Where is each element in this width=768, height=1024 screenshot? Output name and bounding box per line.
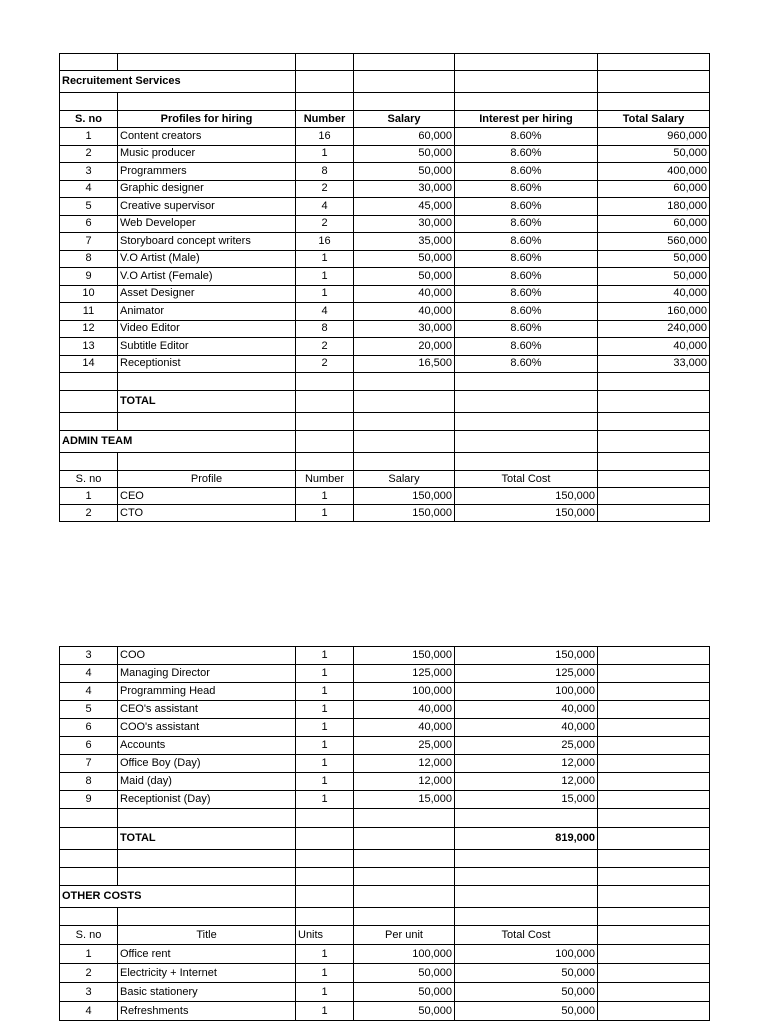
total-cost-cell: 150,000	[455, 488, 598, 505]
sno-cell: 1	[60, 128, 118, 146]
sno-cell: 8	[60, 250, 118, 268]
interest-cell: 8.60%	[455, 303, 598, 321]
number-cell: 2	[296, 338, 354, 356]
salary-cell: 50,000	[354, 163, 455, 181]
number-cell: 4	[296, 303, 354, 321]
sno-cell: 9	[60, 268, 118, 286]
total-salary-cell: 160,000	[598, 303, 710, 321]
salary-cell: 30,000	[354, 180, 455, 198]
number-cell: 1	[296, 737, 354, 755]
col-header-profile: Profile	[118, 471, 296, 488]
empty-row	[60, 54, 710, 71]
number-cell: 1	[296, 285, 354, 303]
units-cell: 1	[296, 945, 354, 964]
col-header-salary: Salary	[354, 111, 455, 128]
profile-cell: Storyboard concept writers	[118, 233, 296, 251]
number-cell: 16	[296, 128, 354, 146]
admin-total-label: TOTAL	[118, 828, 296, 850]
col-header-total-cost: Total Cost	[455, 926, 598, 945]
number-cell: 1	[296, 250, 354, 268]
salary-cell: 150,000	[354, 488, 455, 505]
col-header-per-unit: Per unit	[354, 926, 455, 945]
interest-cell: 8.60%	[455, 215, 598, 233]
salary-cell: 150,000	[354, 505, 455, 522]
sno-cell: 2	[60, 964, 118, 983]
interest-cell: 8.60%	[455, 268, 598, 286]
total-cost-cell: 40,000	[455, 701, 598, 719]
interest-cell: 8.60%	[455, 163, 598, 181]
table-row	[60, 128, 710, 146]
total-cost-cell: 12,000	[455, 755, 598, 773]
sno-cell: 4	[60, 1002, 118, 1021]
profile-cell: Asset Designer	[118, 285, 296, 303]
profile-cell: V.O Artist (Male)	[118, 250, 296, 268]
title-cell: Electricity + Internet	[118, 964, 296, 983]
total-cost-cell: 150,000	[455, 505, 598, 522]
col-header-sno: S. no	[60, 471, 118, 488]
total-cost-cell: 15,000	[455, 791, 598, 809]
units-cell: 1	[296, 1002, 354, 1021]
total-cost-cell: 150,000	[455, 647, 598, 665]
sno-cell: 11	[60, 303, 118, 321]
profile-cell: COO	[118, 647, 296, 665]
empty-row	[60, 850, 710, 868]
profile-cell: Office Boy (Day)	[118, 755, 296, 773]
total-salary-cell: 240,000	[598, 320, 710, 338]
sno-cell: 1	[60, 945, 118, 964]
empty-row	[60, 93, 710, 111]
sno-cell: 8	[60, 773, 118, 791]
per-unit-cell: 50,000	[354, 1002, 455, 1021]
sno-cell: 1	[60, 488, 118, 505]
table-row	[60, 683, 710, 701]
number-cell: 1	[296, 647, 354, 665]
section-row	[60, 431, 710, 453]
col-header-number: Number	[296, 471, 354, 488]
salary-cell: 40,000	[354, 719, 455, 737]
number-cell: 1	[296, 755, 354, 773]
number-cell: 1	[296, 719, 354, 737]
sno-cell: 14	[60, 355, 118, 373]
sno-cell: 5	[60, 701, 118, 719]
profile-cell: COO's assistant	[118, 719, 296, 737]
profile-cell: Managing Director	[118, 665, 296, 683]
total-salary-cell: 60,000	[598, 180, 710, 198]
empty-cell	[598, 701, 710, 719]
profile-cell: Video Editor	[118, 320, 296, 338]
sno-cell: 4	[60, 180, 118, 198]
profile-cell: CTO	[118, 505, 296, 522]
salary-cell: 45,000	[354, 198, 455, 216]
number-cell: 8	[296, 320, 354, 338]
other-rows	[60, 945, 710, 1021]
empty-cell	[598, 719, 710, 737]
number-cell: 1	[296, 145, 354, 163]
empty-cell	[598, 665, 710, 683]
total-cost-cell: 50,000	[455, 983, 598, 1002]
table-row	[60, 285, 710, 303]
table-row	[60, 505, 710, 522]
number-cell: 2	[296, 355, 354, 373]
table-row	[60, 1002, 710, 1021]
col-header-number: Number	[296, 111, 354, 128]
empty-cell	[598, 983, 710, 1002]
sno-cell: 5	[60, 198, 118, 216]
total-row	[60, 391, 710, 413]
empty-cell	[598, 773, 710, 791]
units-cell: 1	[296, 983, 354, 1002]
salary-cell: 50,000	[354, 145, 455, 163]
sno-cell: 7	[60, 755, 118, 773]
table-row	[60, 215, 710, 233]
number-cell: 8	[296, 163, 354, 181]
per-unit-cell: 50,000	[354, 964, 455, 983]
table-row	[60, 320, 710, 338]
total-cost-cell: 50,000	[455, 964, 598, 983]
empty-row	[60, 373, 710, 391]
sno-cell: 4	[60, 683, 118, 701]
profile-cell: V.O Artist (Female)	[118, 268, 296, 286]
sno-cell: 6	[60, 737, 118, 755]
title-cell: Refreshments	[118, 1002, 296, 1021]
table-row	[60, 163, 710, 181]
col-header-units: Units	[296, 926, 354, 945]
col-header-profile: Profiles for hiring	[118, 111, 296, 128]
salary-cell: 100,000	[354, 683, 455, 701]
number-cell: 2	[296, 180, 354, 198]
empty-row	[60, 413, 710, 431]
number-cell: 4	[296, 198, 354, 216]
section-title-other: OTHER COSTS	[60, 886, 296, 908]
sno-cell: 12	[60, 320, 118, 338]
table-row	[60, 791, 710, 809]
number-cell: 1	[296, 683, 354, 701]
salary-cell: 12,000	[354, 773, 455, 791]
salary-cell: 35,000	[354, 233, 455, 251]
profile-cell: Content creators	[118, 128, 296, 146]
empty-cell	[598, 791, 710, 809]
interest-cell: 8.60%	[455, 233, 598, 251]
empty-cell	[598, 683, 710, 701]
table-row	[60, 145, 710, 163]
table-row	[60, 355, 710, 373]
interest-cell: 8.60%	[455, 180, 598, 198]
recruitment-total-label: TOTAL	[118, 391, 296, 413]
interest-cell: 8.60%	[455, 250, 598, 268]
total-salary-cell: 40,000	[598, 285, 710, 303]
table-row	[60, 647, 710, 665]
profile-cell: Animator	[118, 303, 296, 321]
table-row	[60, 180, 710, 198]
recruitment-rows	[60, 128, 710, 373]
title-cell: Basic stationery	[118, 983, 296, 1002]
interest-cell: 8.60%	[455, 128, 598, 146]
empty-row	[60, 868, 710, 886]
interest-cell: 8.60%	[455, 145, 598, 163]
empty-cell	[598, 488, 710, 505]
number-cell: 1	[296, 488, 354, 505]
profile-cell: Programming Head	[118, 683, 296, 701]
sno-cell: 2	[60, 145, 118, 163]
col-header-sno: S. no	[60, 111, 118, 128]
profile-cell: Graphic designer	[118, 180, 296, 198]
salary-cell: 125,000	[354, 665, 455, 683]
col-header-salary: Salary	[354, 471, 455, 488]
admin-rows-page-2	[60, 647, 710, 809]
salary-cell: 50,000	[354, 268, 455, 286]
col-header-total-salary: Total Salary	[598, 111, 710, 128]
sno-cell: 4	[60, 665, 118, 683]
profile-cell: Programmers	[118, 163, 296, 181]
table-row	[60, 755, 710, 773]
number-cell: 1	[296, 773, 354, 791]
number-cell: 1	[296, 701, 354, 719]
number-cell: 2	[296, 215, 354, 233]
total-cost-cell: 100,000	[455, 683, 598, 701]
profile-cell: Creative supervisor	[118, 198, 296, 216]
table-row	[60, 488, 710, 505]
profile-cell: CEO's assistant	[118, 701, 296, 719]
table-row	[60, 701, 710, 719]
profile-cell: Music producer	[118, 145, 296, 163]
total-row	[60, 828, 710, 850]
profile-cell: Maid (day)	[118, 773, 296, 791]
col-header-total-cost: Total Cost	[455, 471, 598, 488]
sno-cell: 3	[60, 983, 118, 1002]
table-row	[60, 773, 710, 791]
table-row	[60, 198, 710, 216]
total-salary-cell: 60,000	[598, 215, 710, 233]
total-salary-cell: 960,000	[598, 128, 710, 146]
sheet-page-1	[59, 53, 710, 522]
per-unit-cell: 100,000	[354, 945, 455, 964]
salary-cell: 20,000	[354, 338, 455, 356]
per-unit-cell: 50,000	[354, 983, 455, 1002]
section-title-admin: ADMIN TEAM	[60, 431, 296, 453]
salary-cell: 30,000	[354, 320, 455, 338]
empty-cell	[598, 755, 710, 773]
total-cost-cell: 125,000	[455, 665, 598, 683]
number-cell: 1	[296, 268, 354, 286]
col-header-title: Title	[118, 926, 296, 945]
table-row	[60, 250, 710, 268]
empty-cell	[598, 647, 710, 665]
admin-total-value: 819,000	[455, 828, 598, 850]
admin-rows-page-1	[60, 488, 710, 522]
sno-cell: 6	[60, 719, 118, 737]
number-cell: 1	[296, 665, 354, 683]
section-row	[60, 886, 710, 908]
total-cost-cell: 40,000	[455, 719, 598, 737]
total-cost-cell: 25,000	[455, 737, 598, 755]
header-row	[60, 471, 710, 488]
profile-cell: CEO	[118, 488, 296, 505]
total-cost-cell: 100,000	[455, 945, 598, 964]
table-row	[60, 983, 710, 1002]
table-row	[60, 303, 710, 321]
interest-cell: 8.60%	[455, 355, 598, 373]
interest-cell: 8.60%	[455, 338, 598, 356]
sno-cell: 7	[60, 233, 118, 251]
sno-cell: 3	[60, 163, 118, 181]
total-salary-cell: 40,000	[598, 338, 710, 356]
number-cell: 1	[296, 505, 354, 522]
title-cell: Office rent	[118, 945, 296, 964]
sno-cell: 6	[60, 215, 118, 233]
table-row	[60, 665, 710, 683]
table-row	[60, 719, 710, 737]
col-header-sno: S. no	[60, 926, 118, 945]
table-row	[60, 964, 710, 983]
table-row	[60, 338, 710, 356]
profile-cell: Subtitle Editor	[118, 338, 296, 356]
header-row	[60, 111, 710, 128]
col-header-interest: Interest per hiring	[455, 111, 598, 128]
interest-cell: 8.60%	[455, 285, 598, 303]
sno-cell: 9	[60, 791, 118, 809]
empty-cell	[598, 1002, 710, 1021]
profile-cell: Receptionist	[118, 355, 296, 373]
sheet-page-2	[59, 646, 710, 1021]
section-row	[60, 71, 710, 93]
units-cell: 1	[296, 964, 354, 983]
salary-cell: 50,000	[354, 250, 455, 268]
salary-cell: 150,000	[354, 647, 455, 665]
table-row	[60, 945, 710, 964]
empty-row	[60, 908, 710, 926]
interest-cell: 8.60%	[455, 320, 598, 338]
salary-cell: 40,000	[354, 285, 455, 303]
salary-cell: 16,500	[354, 355, 455, 373]
total-salary-cell: 180,000	[598, 198, 710, 216]
interest-cell: 8.60%	[455, 198, 598, 216]
salary-cell: 40,000	[354, 303, 455, 321]
header-row	[60, 926, 710, 945]
profile-cell: Receptionist (Day)	[118, 791, 296, 809]
total-cost-cell: 12,000	[455, 773, 598, 791]
total-salary-cell: 50,000	[598, 145, 710, 163]
empty-cell	[598, 737, 710, 755]
sno-cell: 10	[60, 285, 118, 303]
total-salary-cell: 400,000	[598, 163, 710, 181]
total-salary-cell: 560,000	[598, 233, 710, 251]
empty-row	[60, 453, 710, 471]
sno-cell: 3	[60, 647, 118, 665]
total-cost-cell: 50,000	[455, 1002, 598, 1021]
salary-cell: 12,000	[354, 755, 455, 773]
table-row	[60, 268, 710, 286]
salary-cell: 25,000	[354, 737, 455, 755]
number-cell: 16	[296, 233, 354, 251]
table-row	[60, 737, 710, 755]
total-salary-cell: 50,000	[598, 250, 710, 268]
salary-cell: 30,000	[354, 215, 455, 233]
section-title-recruitment: Recruitement Services	[60, 71, 296, 93]
empty-row	[60, 809, 710, 828]
profile-cell: Accounts	[118, 737, 296, 755]
salary-cell: 40,000	[354, 701, 455, 719]
empty-cell	[598, 505, 710, 522]
sno-cell: 2	[60, 505, 118, 522]
salary-cell: 15,000	[354, 791, 455, 809]
total-salary-cell: 50,000	[598, 268, 710, 286]
number-cell: 1	[296, 791, 354, 809]
empty-cell	[598, 945, 710, 964]
profile-cell: Web Developer	[118, 215, 296, 233]
table-row	[60, 233, 710, 251]
salary-cell: 60,000	[354, 128, 455, 146]
total-salary-cell: 33,000	[598, 355, 710, 373]
sno-cell: 13	[60, 338, 118, 356]
empty-cell	[598, 964, 710, 983]
